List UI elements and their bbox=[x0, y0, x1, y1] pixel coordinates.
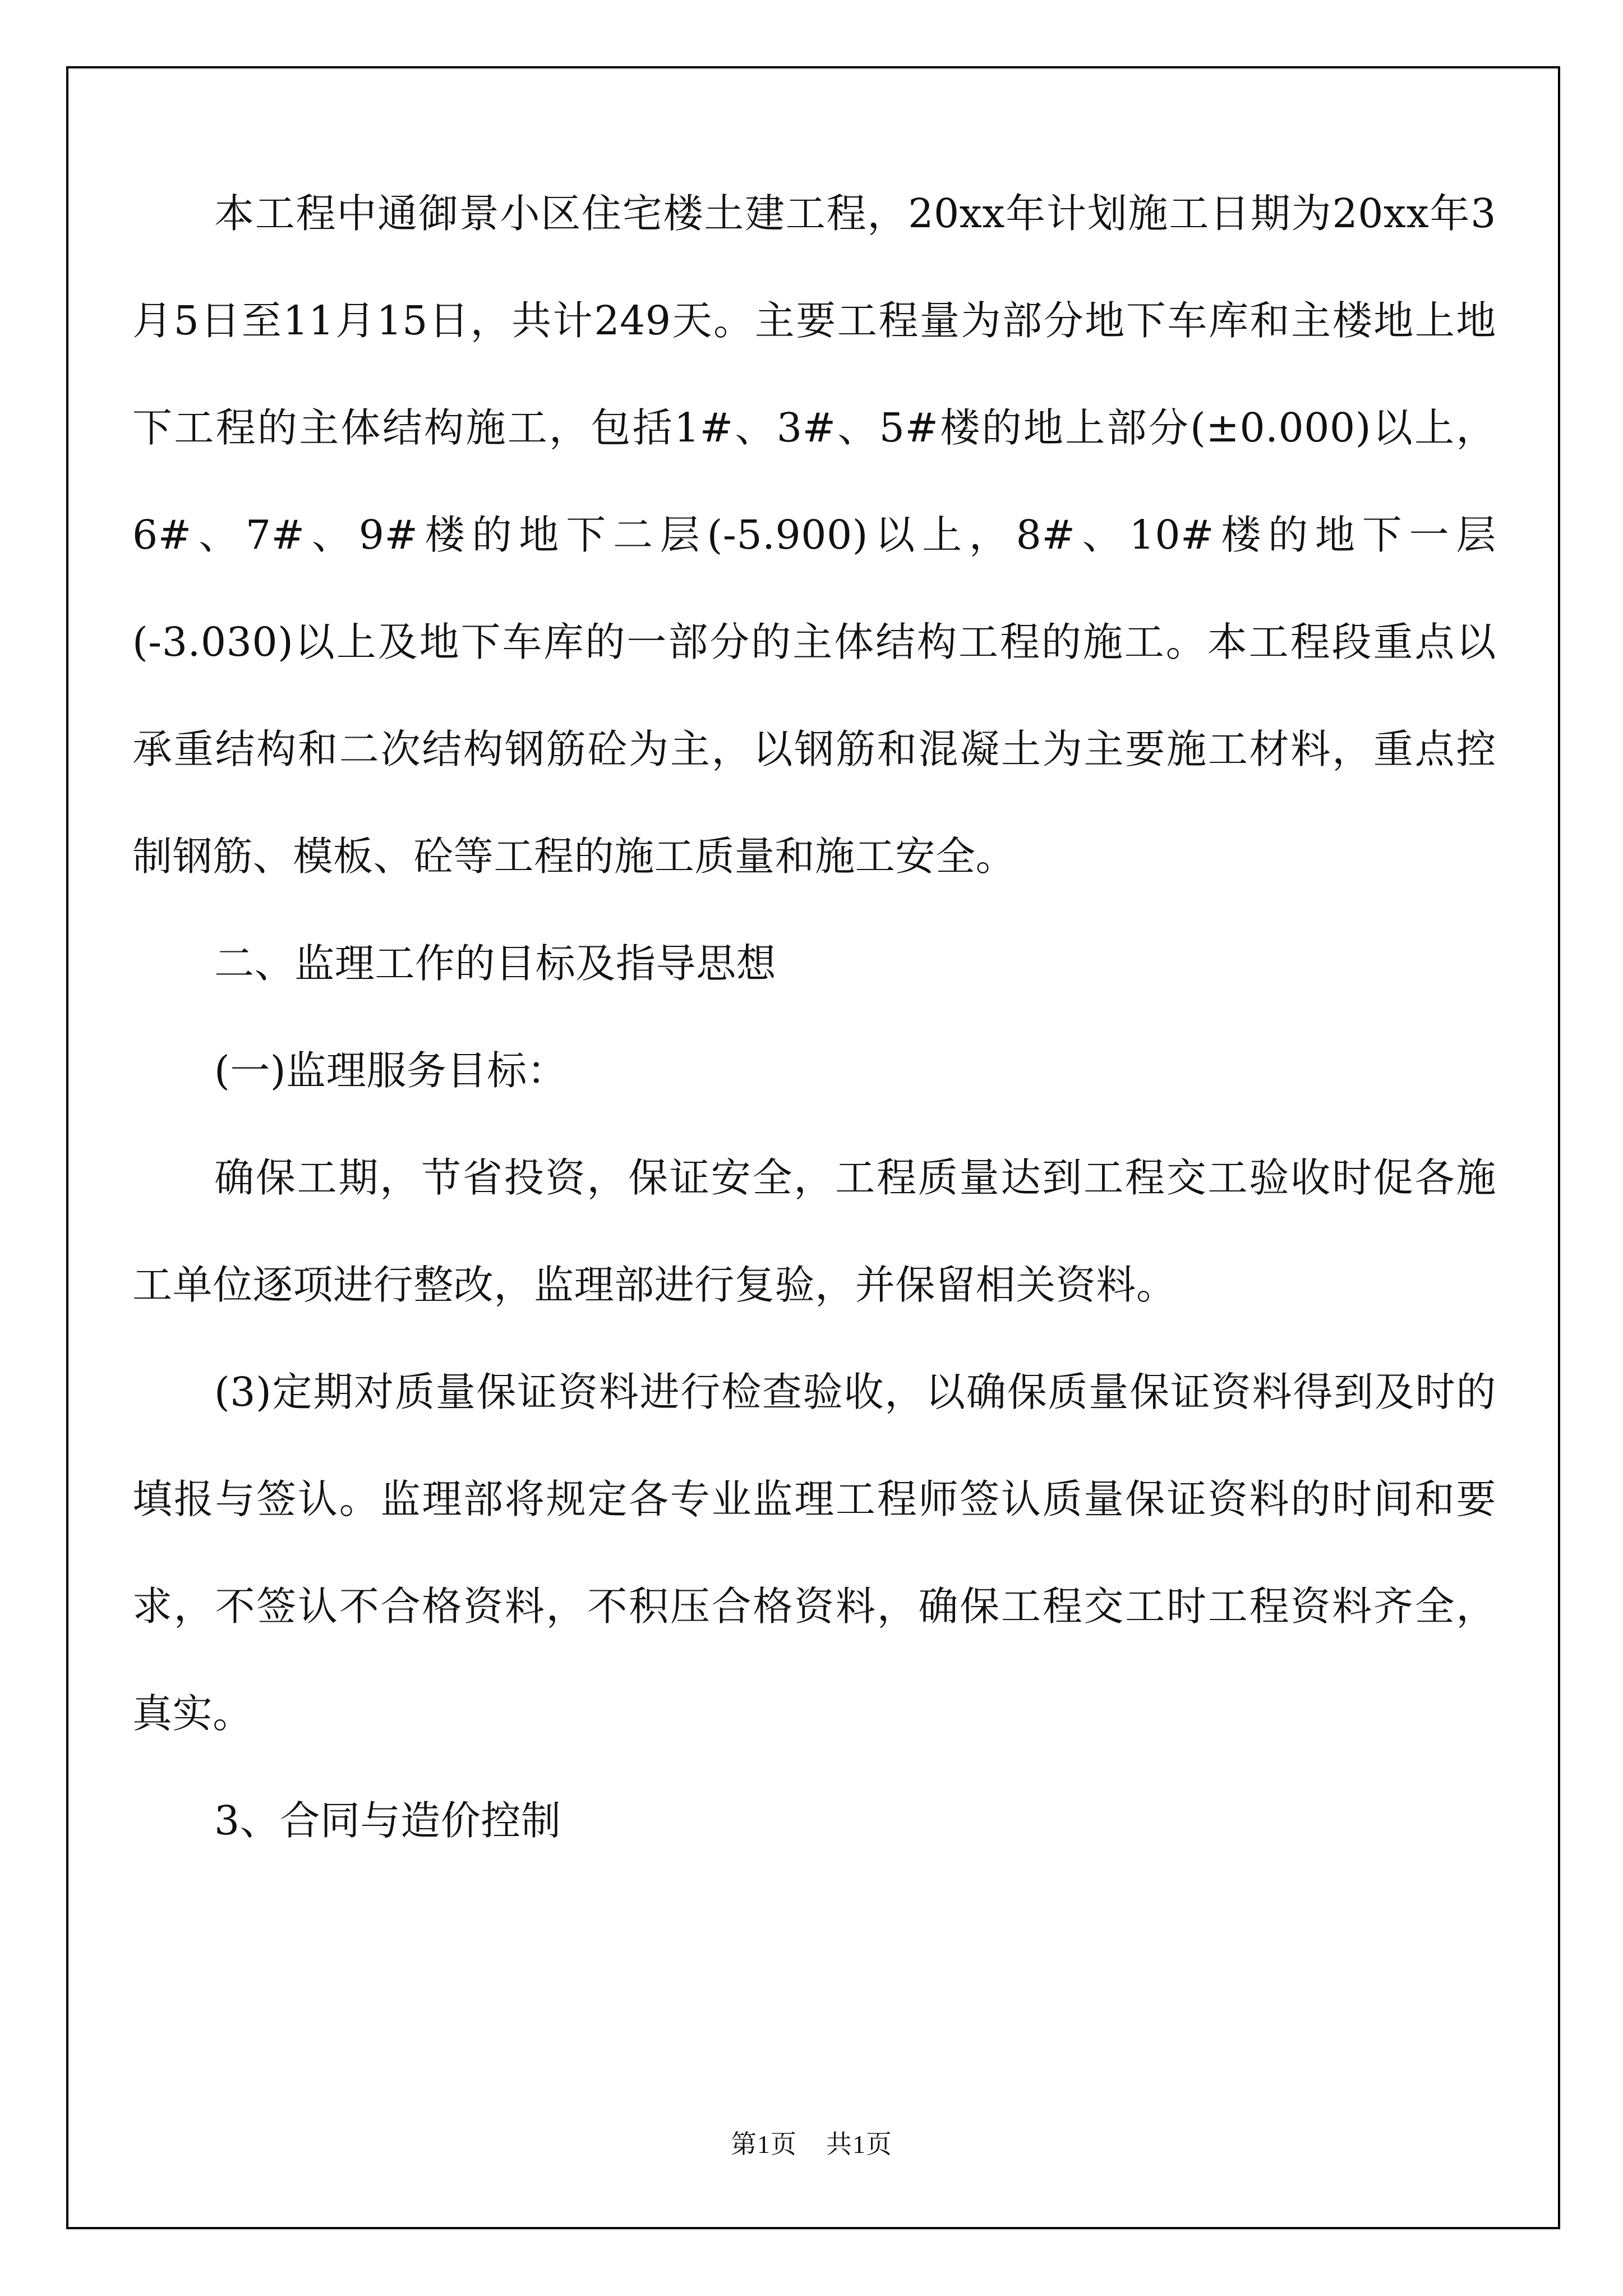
paragraph-quality-documents: (3)定期对质量保证资料进行检查验收，以确保质量保证资料得到及时的填报与签认。监理部将规定各专业监理工程师签认质量保证资料的时间和要求，不签认不合格资料，不积压合格资料，确保工程交工时工程资料齐全，真实。 bbox=[132, 1369, 1496, 1737]
page-footer bbox=[0, 2124, 1623, 2161]
section-heading-contract-cost: 3、合同与造价控制 bbox=[214, 1797, 561, 1844]
subheading-service-goals: (一)监理服务目标： bbox=[214, 1047, 568, 1094]
section-heading-goals: 二、监理工作的目标及指导思想 bbox=[214, 940, 777, 987]
paragraph-goals-text: 确保工期，节省投资，保证安全，工程质量达到工程交工验收时促各施工单位逐项进行整改，监理部进行复验，并保留相关资料。 bbox=[132, 1154, 1496, 1308]
page-total: 共1页 bbox=[826, 2130, 892, 2159]
paragraph-project-overview: 本工程中通御景小区住宅楼土建工程，20xx年计划施工日期为20xx年3月5日至11月15日，共计249天。主要工程量为部分地下车库和主楼地上地下工程的主体结构施工，包括1#、3#、5#楼的地上部分(±0.000)以上，6#、7#、9#楼的地下二层(-5.900)以上，8#、10#楼的地下一层(-3.030)以上及地下车库的一部分的主体结构工程的施工。本工程段重点以承重结构和二次结构钢筋砼为主，以钢筋和混凝土为主要施工材料，重点控制钢筋、模板、砼等工程的施工质量和施工安全。 bbox=[132, 190, 1496, 880]
document-body bbox=[132, 160, 1496, 1874]
page-number: 第1页 bbox=[731, 2130, 797, 2159]
